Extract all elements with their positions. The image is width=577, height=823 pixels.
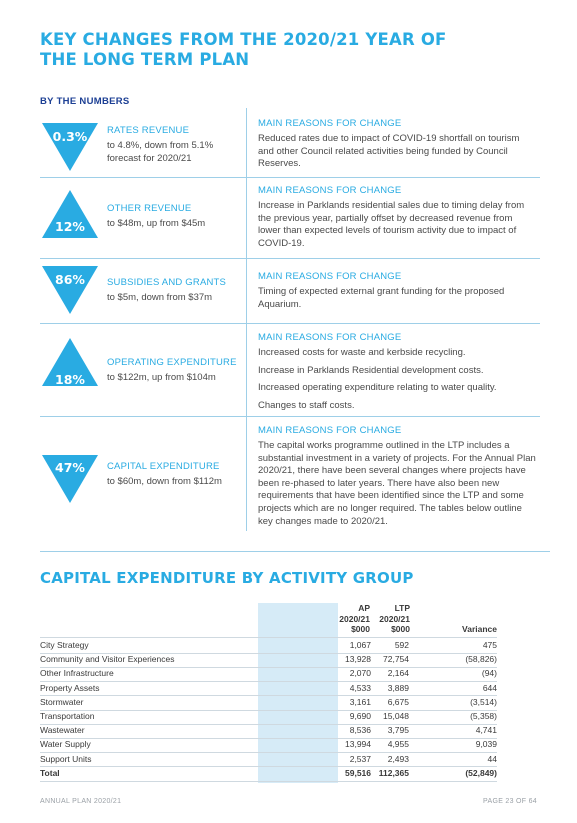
header-line: AP — [358, 603, 370, 613]
cell-variance: 44 — [487, 753, 497, 764]
table-total-row — [40, 767, 497, 781]
other-revenue-heading: OTHER REVENUE — [107, 203, 192, 214]
opex-detail: to $122m, up from $104m — [107, 372, 216, 383]
other-revenue-detail: to $48m, up from $45m — [107, 218, 206, 229]
reason-text: Increased operating expenditure relating to water quality. — [258, 382, 497, 394]
section-divider — [40, 323, 540, 324]
other-revenue-percent: 12% — [55, 219, 85, 234]
reason-text: Reduced rates due to impact of COVID-19 shortfall on tourism and other Council related activities being funded by Council Reserves. — [258, 133, 520, 170]
cell-ltp: 3,795 — [387, 725, 409, 736]
cell-ltp: 4,955 — [387, 739, 409, 750]
column-divider — [246, 108, 247, 531]
opex-label — [107, 356, 242, 384]
subsidies-label — [107, 276, 242, 304]
cell-ap: 13,928 — [345, 654, 371, 665]
ap-column-header — [339, 603, 370, 635]
capex-label — [107, 460, 242, 488]
cell-ltp: 6,675 — [387, 696, 409, 707]
cell-variance: 475 — [482, 640, 497, 650]
by-the-numbers-heading: BY THE NUMBERS — [40, 96, 130, 107]
reason-text: Changes to staff costs. — [258, 399, 355, 411]
cell-ltp: 112,365 — [378, 767, 409, 778]
table-row — [40, 738, 497, 752]
table-row — [40, 710, 497, 724]
table-row — [40, 682, 497, 696]
cell-ltp: 2,493 — [387, 753, 409, 764]
capex-percent: 47% — [55, 460, 85, 475]
capex-table-title: CAPITAL EXPENDITURE BY ACTIVITY GROUP — [40, 569, 414, 587]
capex-reasons — [258, 424, 536, 528]
cell-ap: 2,070 — [349, 668, 371, 679]
page-title — [40, 30, 540, 70]
cell-name: Transportation — [40, 711, 95, 721]
reason-heading: MAIN REASONS FOR CHANGE — [258, 271, 402, 282]
section-separator — [40, 551, 550, 552]
header-line: LTP — [394, 603, 410, 613]
rates-revenue-label — [107, 124, 242, 165]
cell-name: Community and Visitor Experiences — [40, 654, 175, 665]
reason-heading: MAIN REASONS FOR CHANGE — [258, 425, 402, 436]
reason-heading: MAIN REASONS FOR CHANGE — [258, 185, 402, 196]
cell-ltp: 15,048 — [383, 711, 409, 721]
capex-detail: to $60m, down from $112m — [107, 476, 222, 487]
table-row — [40, 639, 497, 653]
cell-variance: (5,358) — [470, 711, 497, 721]
rates-revenue-detail: to 4.8%, down from 5.1% forecast for 2020/21 — [107, 140, 214, 164]
reason-heading: MAIN REASONS FOR CHANGE — [258, 332, 402, 343]
cell-name: Other Infrastructure — [40, 668, 114, 679]
cell-name: Support Units — [40, 753, 92, 764]
table-row — [40, 696, 497, 710]
table-row — [40, 667, 497, 681]
rates-revenue-heading: RATES REVENUE — [107, 125, 190, 136]
opex-percent: 18% — [55, 372, 85, 387]
cell-variance: 644 — [482, 682, 497, 693]
cell-ap: 9,690 — [349, 711, 371, 721]
cell-ltp: 72,754 — [383, 654, 409, 665]
cell-ap: 1,067 — [349, 640, 371, 650]
cell-ltp: 592 — [394, 640, 409, 650]
section-divider — [40, 258, 540, 259]
subsidies-percent: 86% — [55, 272, 85, 287]
capex-heading: CAPITAL EXPENDITURE — [107, 461, 220, 472]
reason-text: Timing of expected external grant funding for the proposed Aquarium. — [258, 286, 505, 310]
cell-ap: 13,994 — [345, 739, 371, 750]
cell-name: Property Assets — [40, 682, 100, 693]
table-row — [40, 753, 497, 767]
footer-document-name: ANNUAL PLAN 2020/21 — [40, 798, 122, 805]
row-divider — [40, 781, 497, 782]
reason-text: Increased costs for waste and kerbside recycling. — [258, 347, 466, 358]
other-revenue-label — [107, 202, 242, 230]
subsidies-heading: SUBSIDIES AND GRANTS — [107, 277, 227, 288]
cell-variance: (94) — [481, 668, 497, 679]
cell-variance: (3,514) — [470, 696, 497, 707]
opex-heading: OPERATING EXPENDITURE — [107, 357, 237, 368]
rates-revenue-reasons — [258, 117, 536, 171]
cell-ap: 2,537 — [349, 753, 371, 764]
cell-variance: 4,741 — [475, 725, 497, 736]
section-divider — [40, 416, 540, 417]
page-title-line-1: KEY CHANGES FROM THE 2020/21 YEAR OF — [40, 30, 447, 49]
reason-text: The capital works programme outlined in the LTP includes a substantial investment in a variety of projects. For the Annual Plan 2020/21, there have been several changes where projects have been re-phased to later years. There have also been new requirements that have been identified since the LTP and some projects which are no longer required. The tables below outline key changes made to 2020/21. — [258, 440, 536, 527]
header-line: 2020/21 — [339, 613, 370, 624]
ltp-column-header — [379, 603, 410, 635]
cell-ap: 3,161 — [349, 696, 371, 707]
header-line: $000 — [351, 624, 370, 634]
cell-name: City Strategy — [40, 640, 89, 650]
cell-variance: (52,849) — [465, 767, 497, 778]
rates-revenue-percent: 0.3% — [52, 129, 88, 144]
cell-name: Wastewater — [40, 725, 85, 736]
cell-ltp: 2,164 — [387, 668, 409, 679]
subsidies-reasons — [258, 270, 536, 311]
subsidies-detail: to $5m, down from $37m — [107, 292, 213, 303]
cell-variance: (58,826) — [465, 654, 497, 665]
reason-heading: MAIN REASONS FOR CHANGE — [258, 118, 402, 129]
reason-text: Increase in Parklands Residential development costs. — [258, 364, 484, 376]
row-divider — [40, 637, 497, 638]
footer-page-number: PAGE 23 OF 64 — [483, 798, 537, 805]
reason-text: Increase in Parklands residential sales due to timing delay from the previous year, partially offset by decreased revenue from lower than expected levels of tourism activity due to impact of COVID-19. — [258, 200, 525, 249]
cell-name: Water Supply — [40, 739, 91, 750]
section-divider — [40, 177, 540, 178]
cell-name: Stormwater — [40, 696, 84, 707]
header-line: $000 — [391, 624, 410, 634]
cell-ap: 59,516 — [345, 767, 371, 778]
cell-ap: 8,536 — [349, 725, 371, 736]
page-title-line-2: THE LONG TERM PLAN — [40, 50, 250, 69]
other-revenue-reasons — [258, 184, 536, 250]
cell-ltp: 3,889 — [387, 682, 409, 693]
header-line: 2020/21 — [379, 613, 410, 624]
table-row — [40, 724, 497, 738]
cell-variance: 9,039 — [475, 739, 497, 750]
opex-reasons — [258, 331, 536, 412]
cell-ap: 4,533 — [349, 682, 371, 693]
table-row — [40, 653, 497, 667]
cell-name: Total — [40, 767, 60, 778]
variance-column-header: Variance — [462, 624, 497, 634]
